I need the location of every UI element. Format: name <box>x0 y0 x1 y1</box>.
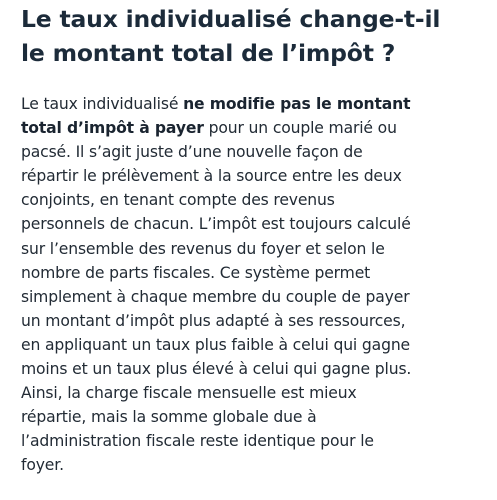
paragraph-line: foyer. <box>21 456 64 475</box>
heading-line-1: Le taux individualisé change-t-il <box>21 5 441 33</box>
paragraph-line: moins et un taux plus élevé à celui qui gagne plus. <box>21 360 412 379</box>
paragraph-after-emphasis: pour un couple marié ou <box>203 119 397 138</box>
paragraph-emphasis-2: total d’impôt à payer <box>21 119 204 138</box>
paragraph-emphasis-1: ne modifie pas le montant <box>183 95 411 113</box>
paragraph-line: Ainsi, la charge fiscale mensuelle est mieux <box>21 384 357 403</box>
heading-line-2: le montant total de l’impôt ? <box>21 39 396 67</box>
paragraph-line: sur l’ensemble des revenus du foyer et selon le <box>21 239 385 258</box>
paragraph-line: un montant d’impôt plus adapté à ses ressources, <box>21 311 406 330</box>
paragraph-line: répartie, mais la somme globale due à <box>21 408 317 427</box>
paragraph-line: conjoints, en tenant compte des revenus <box>21 191 335 210</box>
paragraph-line: en appliquant un taux plus faible à celui qui gagne <box>21 335 410 354</box>
paragraph-line: répartir le prélèvement à la source entre les deux <box>21 167 402 186</box>
paragraph-line-1 <box>21 92 483 116</box>
paragraph-line: l’administration fiscale reste identique pour le <box>21 432 374 451</box>
paragraph-intro: Le taux individualisé <box>21 95 184 113</box>
paragraph-line: simplement à chaque membre du couple de payer <box>21 287 410 306</box>
paragraph-line: pacsé. Il s’agit juste d’une nouvelle façon de <box>21 143 363 162</box>
paragraph-line: nombre de parts fiscales. Ce système permet <box>21 263 371 282</box>
paragraph-line-2 <box>21 116 483 140</box>
article-paragraph <box>21 92 483 478</box>
paragraph-line: personnels de chacun. L’impôt est toujours calculé <box>21 215 411 234</box>
article-heading <box>21 2 483 70</box>
